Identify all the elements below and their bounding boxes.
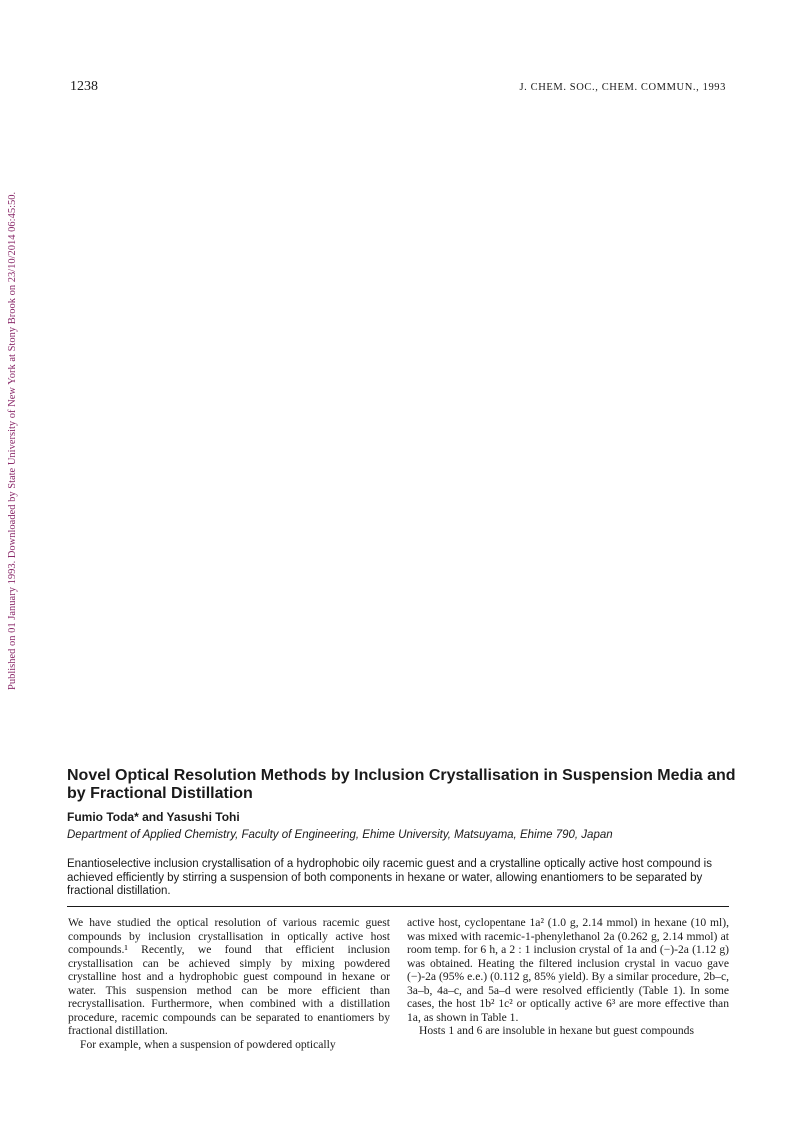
paragraph: active host, cyclopentane 1a² (1.0 g, 2.14 mmol) in hexane (10 ml), was mixed with racemic-1-phenylethanol 2a (0.262 g, 2.14 mmol) at room temp. for 6 h, a 2 : 1 inclusion crystal of 1a and (−)-2a (1.12 g) was obtained. Heating the filtered inclusion crystal in vacuo gave (−)-2a (95% e.e.) (0.112 g, 85% yield). By a similar procedure, 2b–c, 3a–b, 4a–c, and 5a–d were resolved efficiently (Table 1). In some cases, the host 1b² 1c² or optically active 6³ are more effective than 1a, as shown in Table 1. xyxy=(407,916,729,1024)
page-number: 1238 xyxy=(70,79,98,94)
article-authors: Fumio Toda* and Yasushi Tohi xyxy=(67,810,240,824)
article-title: Novel Optical Resolution Methods by Inclusion Crystallisation in Suspension Media and by Fractional Distillation xyxy=(67,767,736,802)
article-affiliation: Department of Applied Chemistry, Faculty of Engineering, Ehime University, Matsuyama, Ehime 790, Japan xyxy=(67,829,613,841)
paragraph: We have studied the optical resolution of various racemic guest compounds by inclusion crystallisation in optically active host compounds.¹ Recently, we found that efficient inclusion crystallisation can be achieved simply by mixing powdered crystalline host and a hydrophobic guest compound in hexane or water. This suspension method can be more efficient than recrystallisation. Furthermore, when combined with a distillation procedure, racemic compounds can be separated to enantiomers by fractional distillation. xyxy=(68,916,390,1037)
body-column-left xyxy=(68,916,390,1051)
paragraph: Hosts 1 and 6 are insoluble in hexane but guest compounds xyxy=(419,1024,694,1037)
article-abstract: Enantioselective inclusion crystallisation of a hydrophobic oily racemic guest and a crystalline optically active host compound is achieved efficiently by stirring a suspension of both components in hexane or water, allowing enantiomers to be separated by fractional distillation. xyxy=(67,858,712,897)
section-divider xyxy=(67,906,729,907)
body-column-right xyxy=(407,916,729,1038)
journal-header: J. CHEM. SOC., CHEM. COMMUN., 1993 xyxy=(519,82,726,93)
download-watermark: Published on 01 January 1993. Downloaded by State University of New York at Stony Brook on 23/10/2014 06:45:50. xyxy=(7,191,18,690)
paragraph: For example, when a suspension of powdered optically xyxy=(80,1037,336,1051)
